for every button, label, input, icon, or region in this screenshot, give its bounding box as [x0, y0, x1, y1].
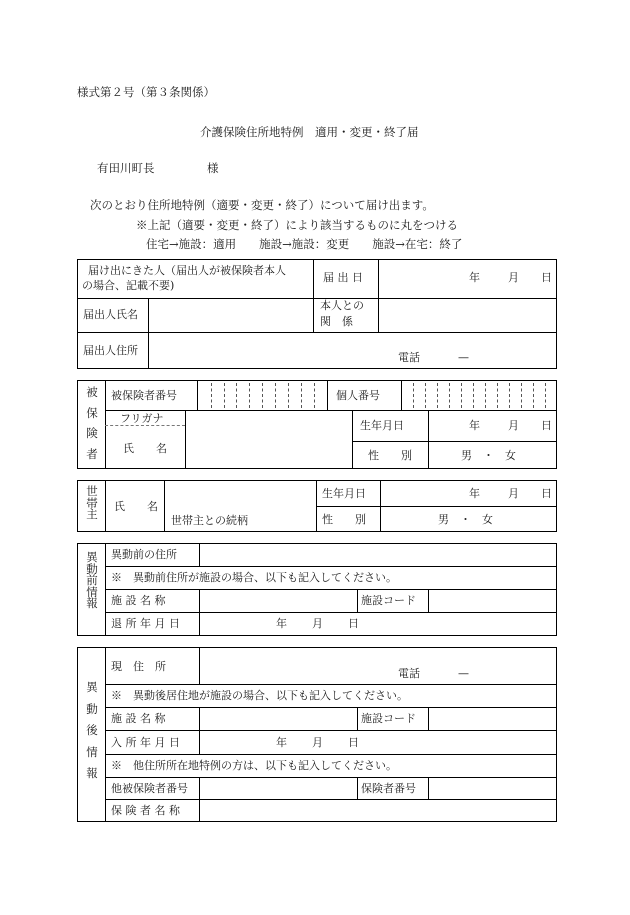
after-move-side-label: 異 動 後 情 報 — [86, 680, 98, 780]
after-facility-name-label: 施 設 名 称 — [111, 712, 166, 725]
submitter-phone-dash: — — [458, 351, 469, 364]
current-phone-label: 電話 — [398, 667, 420, 680]
before-facility-code-label: 施設コード — [361, 594, 416, 607]
insured-birth-year: 年 — [469, 419, 480, 432]
after-note-2: ※ 他住所所在地特例の方は、以下も記入してください。 — [111, 759, 397, 772]
insured-birth-day: 日 — [541, 419, 552, 432]
after-move-table — [77, 647, 557, 822]
leave-date-label: 退 所 年 月 日 — [111, 617, 180, 630]
household-sex-value[interactable]: 男 ・ 女 — [438, 513, 493, 526]
submit-date-label: 届 出 日 — [323, 271, 363, 284]
household-birth-year: 年 — [469, 487, 480, 500]
submit-month: 月 — [508, 271, 519, 284]
submit-day: 日 — [541, 271, 552, 284]
household-relation-label: 世帯主との続柄 — [171, 514, 248, 527]
relation-label: 本人との — [320, 299, 364, 312]
insurer-name-field[interactable] — [200, 800, 556, 821]
current-address-field[interactable] — [200, 649, 556, 684]
insurer-name-label: 保 険 者 名 称 — [111, 804, 180, 817]
personal-number-label: 個人番号 — [336, 389, 380, 402]
applicant-table — [77, 259, 557, 369]
insured-number-label: 被保険者番号 — [111, 389, 177, 402]
enter-day: 日 — [348, 736, 359, 749]
enter-year: 年 — [276, 736, 287, 749]
submit-year: 年 — [469, 271, 480, 284]
furigana-label: フリガナ — [120, 412, 164, 425]
personal-number-field[interactable] — [402, 382, 556, 410]
submitter-name-label: 届出人氏名 — [83, 308, 138, 321]
relation-label-2: 関 係 — [320, 315, 353, 328]
current-address-label: 現 住 所 — [111, 660, 166, 673]
submitter-label: 届け出にきた人（届出人が被保険者本人 — [88, 264, 286, 277]
leave-day: 日 — [348, 617, 359, 630]
after-facility-code-field[interactable] — [429, 708, 556, 730]
before-facility-name-label: 施 設 名 称 — [111, 594, 166, 607]
insured-number-field[interactable] — [198, 382, 327, 410]
intro-line-3: 住宅→施設：適用 施設→施設：変更 施設→在宅：終了 — [146, 237, 463, 251]
household-birth-label: 生年月日 — [322, 487, 366, 500]
insured-table — [77, 380, 557, 469]
current-phone-dash: — — [458, 667, 469, 680]
after-note: ※ 異動後居住地が施設の場合、以下も記入してください。 — [111, 689, 408, 702]
submitter-label-2: の場合、記載不要) — [82, 279, 175, 292]
furigana-field[interactable] — [186, 411, 352, 426]
household-side-label: 世 帯 主 — [86, 484, 98, 521]
form-title: 介護保険住所地特例 適用・変更・終了届 — [200, 125, 419, 139]
before-address-label: 異動前の住所 — [111, 548, 177, 561]
other-insured-number-label: 他被保険者番号 — [111, 782, 188, 795]
relation-field[interactable] — [379, 299, 556, 332]
addressee: 有田川町長 — [97, 161, 155, 175]
enter-date-label: 入 所 年 月 日 — [111, 736, 180, 749]
insured-side-label: 被 保 険 者 — [86, 385, 98, 461]
before-address-field[interactable] — [200, 545, 556, 566]
insurer-number-label: 保険者番号 — [361, 782, 416, 795]
household-name-field[interactable] — [165, 482, 316, 512]
before-move-side-label: 異 動 前 情 報 — [86, 550, 98, 610]
before-move-table — [77, 543, 557, 636]
household-name-label: 氏 名 — [114, 500, 158, 513]
submitter-phone-label: 電話 — [398, 351, 420, 364]
addressee-suffix: 様 — [207, 161, 219, 175]
insured-birth-month: 月 — [508, 419, 519, 432]
submitter-address-label: 届出人住所 — [83, 344, 138, 357]
leave-month: 月 — [312, 617, 323, 630]
household-birth-month: 月 — [508, 487, 519, 500]
household-sex-label: 性 別 — [322, 513, 366, 526]
household-birth-day: 日 — [541, 487, 552, 500]
intro-line-1: 次のとおり住所地特例（適要・変更・終了）について届け出ます。 — [90, 198, 434, 212]
household-table — [77, 480, 557, 532]
form-id: 様式第２号（第３条関係） — [77, 85, 215, 99]
insured-name-label: 氏 名 — [123, 442, 167, 455]
after-facility-code-label: 施設コード — [361, 712, 416, 725]
insured-sex-value[interactable]: 男 ・ 女 — [461, 449, 516, 462]
before-facility-code-field[interactable] — [429, 590, 556, 612]
insured-sex-label: 性 別 — [368, 449, 412, 462]
intro-line-2: ※上記（適要・変更・終了）により該当するものに丸をつける — [136, 218, 458, 232]
before-facility-name-field[interactable] — [200, 590, 357, 612]
leave-year: 年 — [276, 617, 287, 630]
insurer-number-field[interactable] — [429, 778, 556, 799]
enter-month: 月 — [312, 736, 323, 749]
insured-birth-label: 生年月日 — [360, 419, 404, 432]
other-insured-number-field[interactable] — [200, 778, 357, 799]
submitter-address-field[interactable] — [149, 333, 556, 368]
insured-name-field[interactable] — [186, 426, 352, 468]
submitter-name-field[interactable] — [149, 299, 313, 332]
after-facility-name-field[interactable] — [200, 708, 357, 730]
before-note: ※ 異動前住所が施設の場合、以下も記入してください。 — [111, 571, 397, 584]
